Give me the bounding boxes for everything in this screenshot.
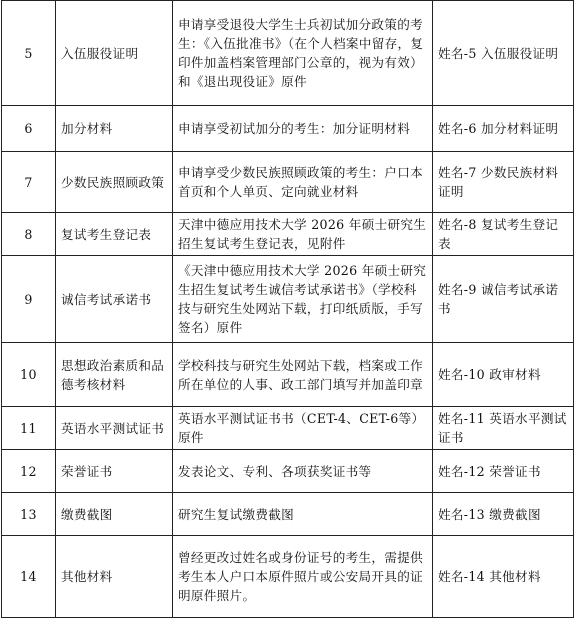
row-number: 9 xyxy=(2,256,56,343)
table-row xyxy=(2,1,574,106)
material-name: 缴费截图 xyxy=(56,493,173,536)
table-row xyxy=(2,450,574,493)
row-number: 6 xyxy=(2,106,56,152)
material-requirement: 天津中德应用技术大学 2026 年硕士研究生招生复试考生登记表，见附件 xyxy=(173,213,433,256)
table-row xyxy=(2,536,574,618)
row-number: 8 xyxy=(2,213,56,256)
file-name: 姓名-9 诚信考试承诺书 xyxy=(433,256,574,343)
material-name: 诚信考试承诺书 xyxy=(56,256,173,343)
row-number: 12 xyxy=(2,450,56,493)
material-name: 思想政治素质和品德考核材料 xyxy=(56,343,173,407)
material-name: 荣誉证书 xyxy=(56,450,173,493)
material-name: 入伍服役证明 xyxy=(56,1,173,106)
file-name: 姓名-10 政审材料 xyxy=(433,343,574,407)
row-number: 7 xyxy=(2,152,56,213)
material-requirement: 《天津中德应用技术大学 2026 年硕士研究生招生复试考生诚信考试承诺书》（学校科技与研究生处网站下载，打印纸质版，手写签名）原件 xyxy=(173,256,433,343)
material-requirement: 研究生复试缴费截图 xyxy=(173,493,433,536)
material-requirement: 英语水平测试证书书（CET-4、CET-6等）原件 xyxy=(173,407,433,450)
row-number: 11 xyxy=(2,407,56,450)
table-row xyxy=(2,256,574,343)
row-number: 13 xyxy=(2,493,56,536)
material-requirement: 学校科技与研究生处网站下载，档案或工作所在单位的人事、政工部门填写并加盖印章 xyxy=(173,343,433,407)
row-number: 10 xyxy=(2,343,56,407)
table-row xyxy=(2,407,574,450)
file-name: 姓名-11 英语水平测试证书 xyxy=(433,407,574,450)
material-name: 英语水平测试证书 xyxy=(56,407,173,450)
file-name: 姓名-14 其他材料 xyxy=(433,536,574,618)
material-requirement: 发表论文、专利、各项获奖证书等 xyxy=(173,450,433,493)
row-number: 5 xyxy=(2,1,56,106)
material-requirement: 申请享受少数民族照顾政策的考生：户口本首页和个人单页、定向就业材料 xyxy=(173,152,433,213)
materials-table xyxy=(1,0,574,618)
material-name: 其他材料 xyxy=(56,536,173,618)
file-name: 姓名-6 加分材料证明 xyxy=(433,106,574,152)
material-name: 复试考生登记表 xyxy=(56,213,173,256)
row-number: 14 xyxy=(2,536,56,618)
material-name: 少数民族照顾政策 xyxy=(56,152,173,213)
material-requirement: 申请享受初试加分的考生：加分证明材料 xyxy=(173,106,433,152)
table-row xyxy=(2,106,574,152)
table-row xyxy=(2,493,574,536)
table-row xyxy=(2,213,574,256)
file-name: 姓名-5 入伍服役证明 xyxy=(433,1,574,106)
material-requirement: 曾经更改过姓名或身份证号的考生，需提供考生本人户口本原件照片或公安局开具的证明原件照片。 xyxy=(173,536,433,618)
file-name: 姓名-8 复试考生登记表 xyxy=(433,213,574,256)
file-name: 姓名-12 荣誉证书 xyxy=(433,450,574,493)
table-row xyxy=(2,152,574,213)
file-name: 姓名-7 少数民族材料证明 xyxy=(433,152,574,213)
table-row xyxy=(2,343,574,407)
material-name: 加分材料 xyxy=(56,106,173,152)
material-requirement: 申请享受退役大学生士兵初试加分政策的考生：《入伍批准书》（在个人档案中留存，复印件加盖档案管理部门公章的，视为有效）和《退出现役证》原件 xyxy=(173,1,433,106)
file-name: 姓名-13 缴费截图 xyxy=(433,493,574,536)
